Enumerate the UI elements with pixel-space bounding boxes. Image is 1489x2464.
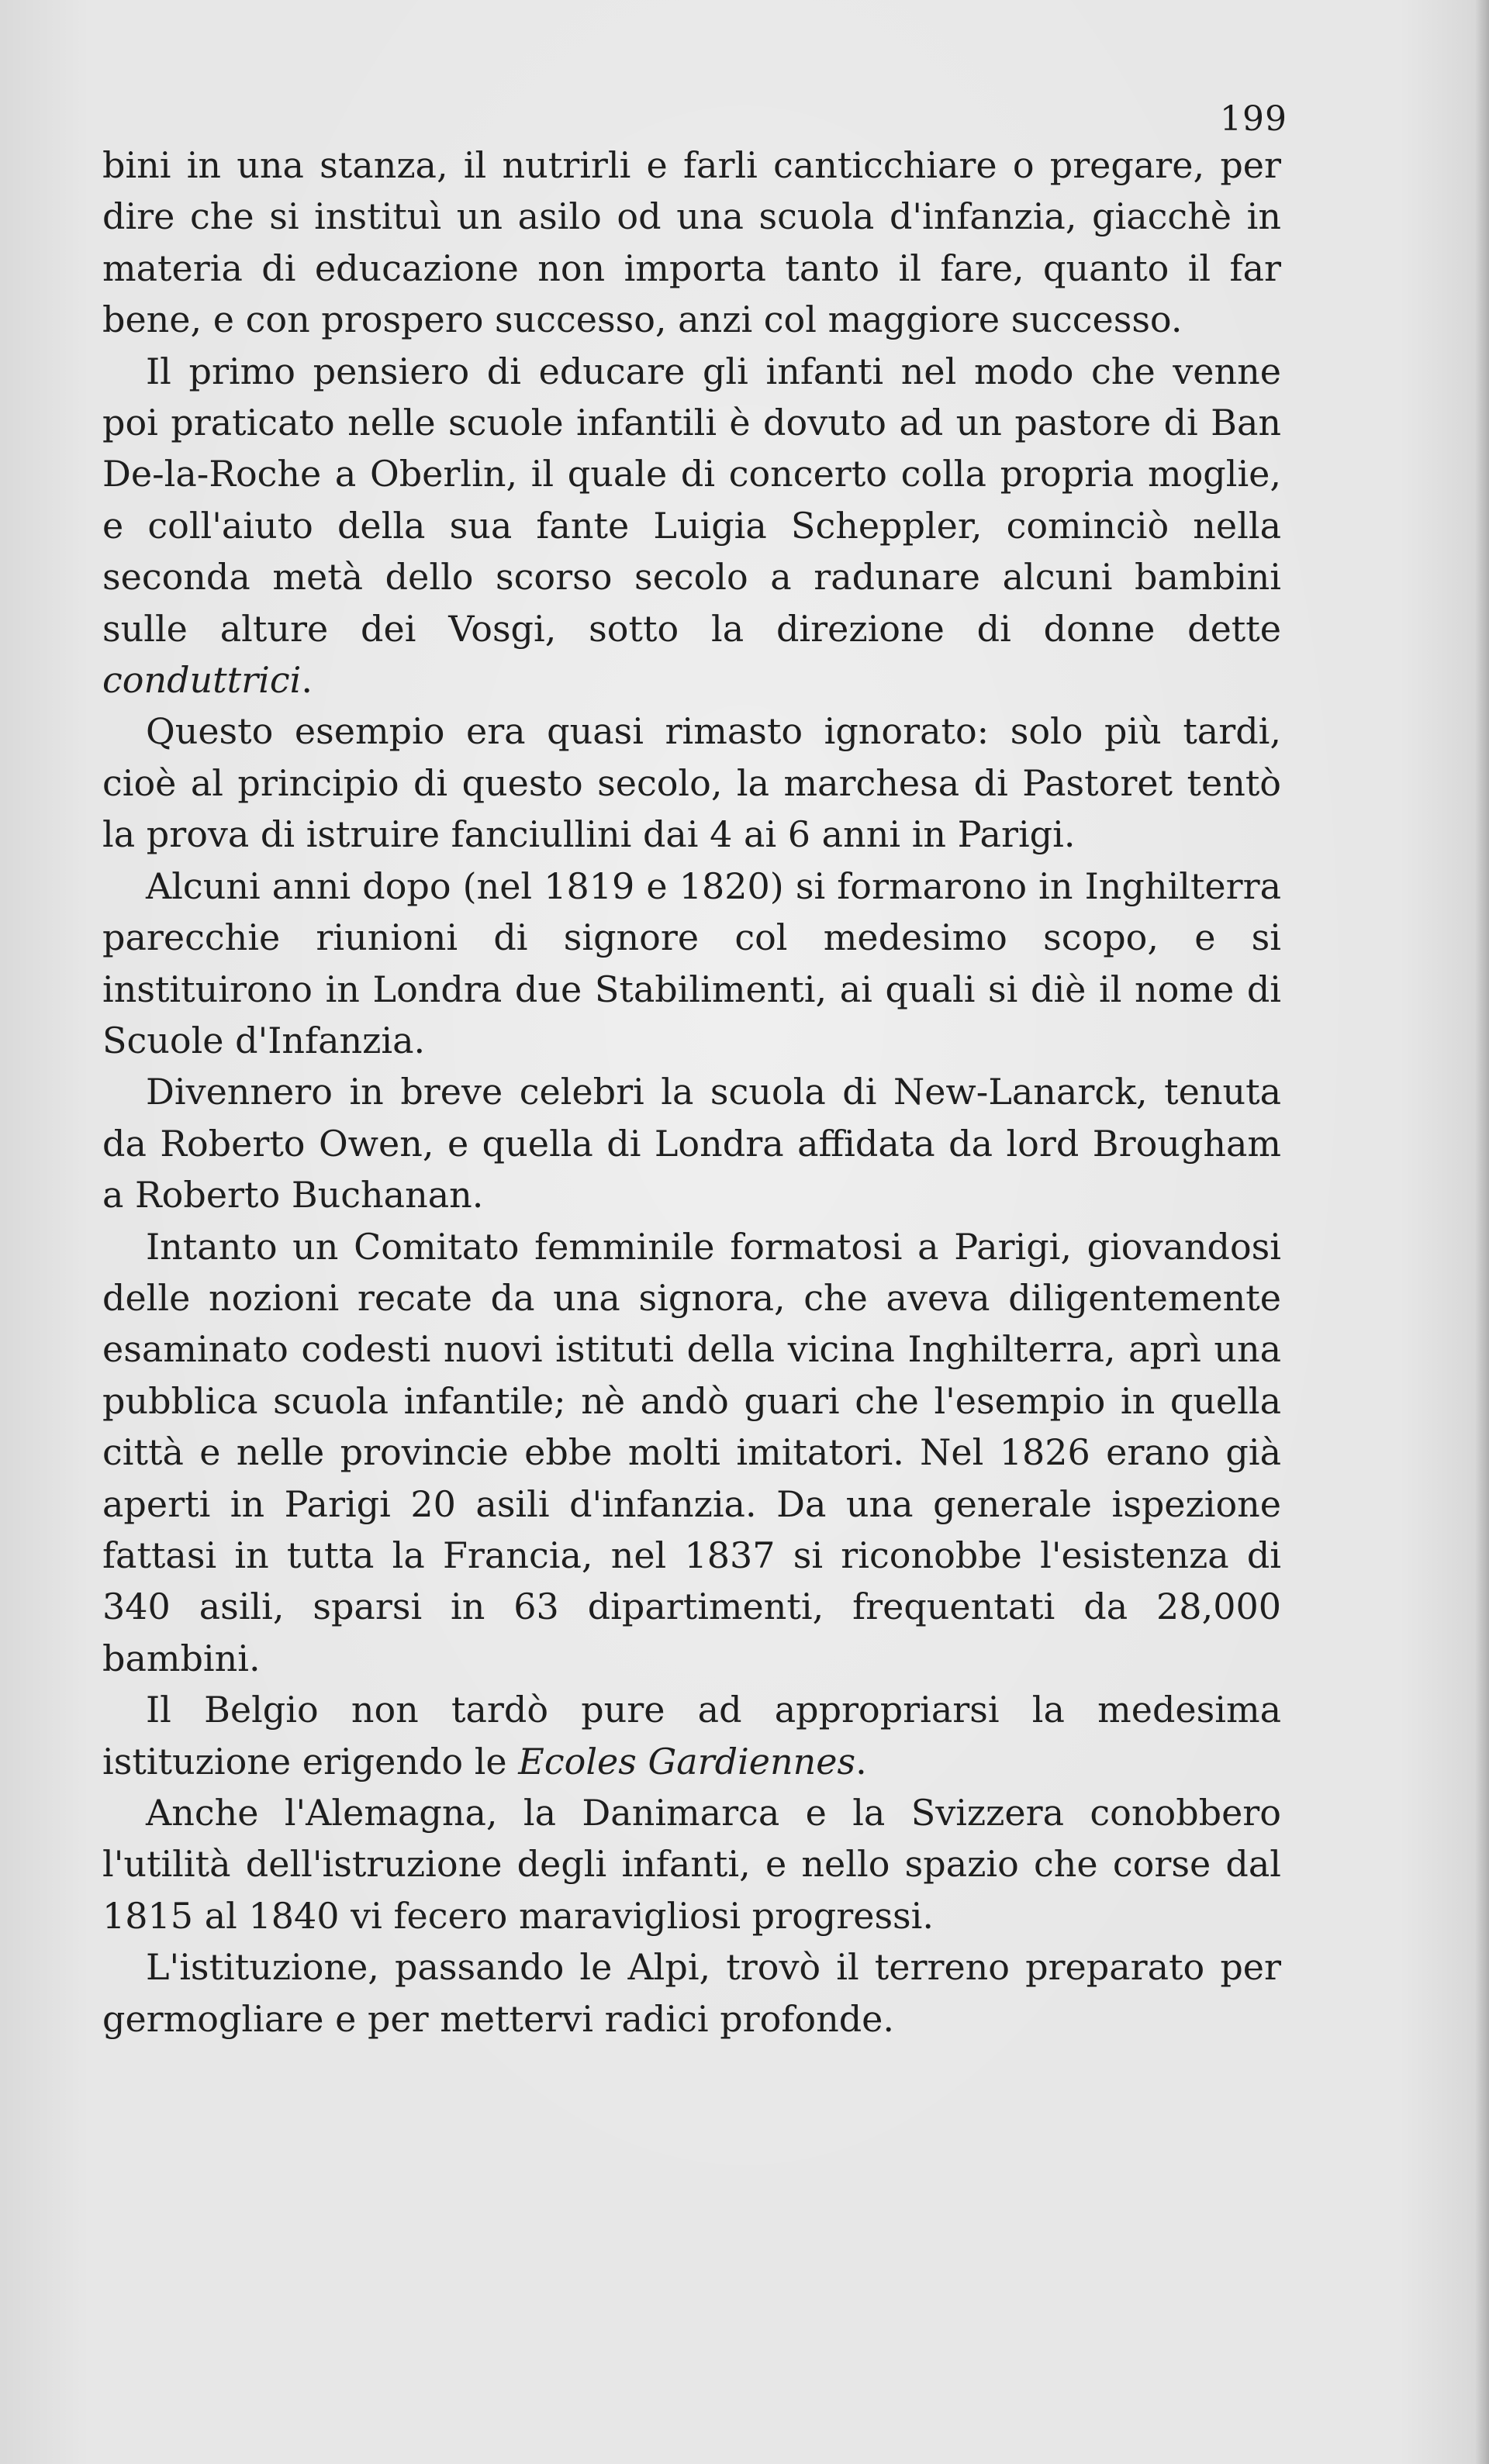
paragraph-inghilterra: Alcuni anni dopo (nel 1819 e 1820) si formarono in Inghilterra parecchie riunioni di signore col medesimo scopo, e si instituirono in Londra due Stabilimenti, ai quali si diè il nome di Scuole d'Infanzia. <box>102 864 1281 1061</box>
italic-term-ecoles-gardiennes: Ecoles Gardiennes <box>518 1740 856 1782</box>
paragraph-belgio <box>102 1684 1281 1787</box>
paragraph-belgio-text: Il Belgio non tardò pure ad appropriarsi la medesima istituzione erigendo le <box>102 1689 1281 1782</box>
italic-term-conduttrici: conduttrici <box>102 659 302 702</box>
paragraph-istituzione-alpi: L'istituzione, passando le Alpi, trovò il terreno preparato per germogliare e per mettervi radici profonde. <box>102 1946 1281 2040</box>
paragraph-continuation: bini in una stanza, il nutrirli e farli canticchiare o pregare, per dire che si instituì un asilo od una scuola d'infanzia, giacchè in materia di educazione non importa tanto il fare, quanto il far bene, e con prospero successo, anzi col maggiore successo. <box>102 144 1281 341</box>
paragraph-comitato-parigi: Intanto un Comitato femminile formatosi a Parigi, giovandosi delle nozioni recate da una signora, che aveva diligentemente esaminato codesti nuovi istituti della vicina Inghilterra, aprì una pubblica scuola infantile; nè andò guari che l'esempio in quella città e nelle provincie ebbe molti imitatori. Nel 1826 erano già aperti in Parigi 20 asili d'infanzia. Da una generale ispezione fattasi in tutta la Francia, nel 1837 si riconobbe l'esistenza di 340 asili, sparsi in 63 dipartimenti, frequentati da 28,000 bambini. <box>102 1225 1281 1679</box>
paragraph-oberlin <box>102 346 1281 706</box>
paragraph-oberlin-text: Il primo pensiero di educare gli infanti nel modo che venne poi praticato nelle scuole infantili è dovuto ad un pastore di Ban De-la-Roche a Oberlin, il quale di concerto colla propria moglie, e coll'aiuto della sua fante Luigia Scheppler, cominciò nella seconda metà dello scorso secolo a radunare alcuni bambini sulle alture dei Vosgi, sotto la direzione di donne dette <box>102 350 1281 650</box>
page-edge-shadow <box>1475 0 1489 2464</box>
page-number: 199 <box>1220 99 1287 139</box>
paragraph-oberlin-end: . <box>301 659 313 702</box>
paragraph-belgio-end: . <box>855 1740 867 1782</box>
paragraph-new-lanarck: Divennero in breve celebri la scuola di New-Lanarck, tenuta da Roberto Owen, e quella di Londra affidata da lord Brougham a Roberto Buchanan. <box>102 1071 1281 1216</box>
paragraph-pastoret: Questo esempio era quasi rimasto ignorato: solo più tardi, cioè al principio di questo secolo, la marchesa di Pastoret tentò la prova di istruire fanciullini dai 4 ai 6 anni in Parigi. <box>102 710 1281 856</box>
body-text <box>102 140 1281 2045</box>
paragraph-alemagna: Anche l'Alemagna, la Danimarca e la Svizzera conobbero l'utilità dell'istruzione degli infanti, e nello spazio che corse dal 1815 al 1840 vi fecero maravigliosi progressi. <box>102 1792 1281 1937</box>
